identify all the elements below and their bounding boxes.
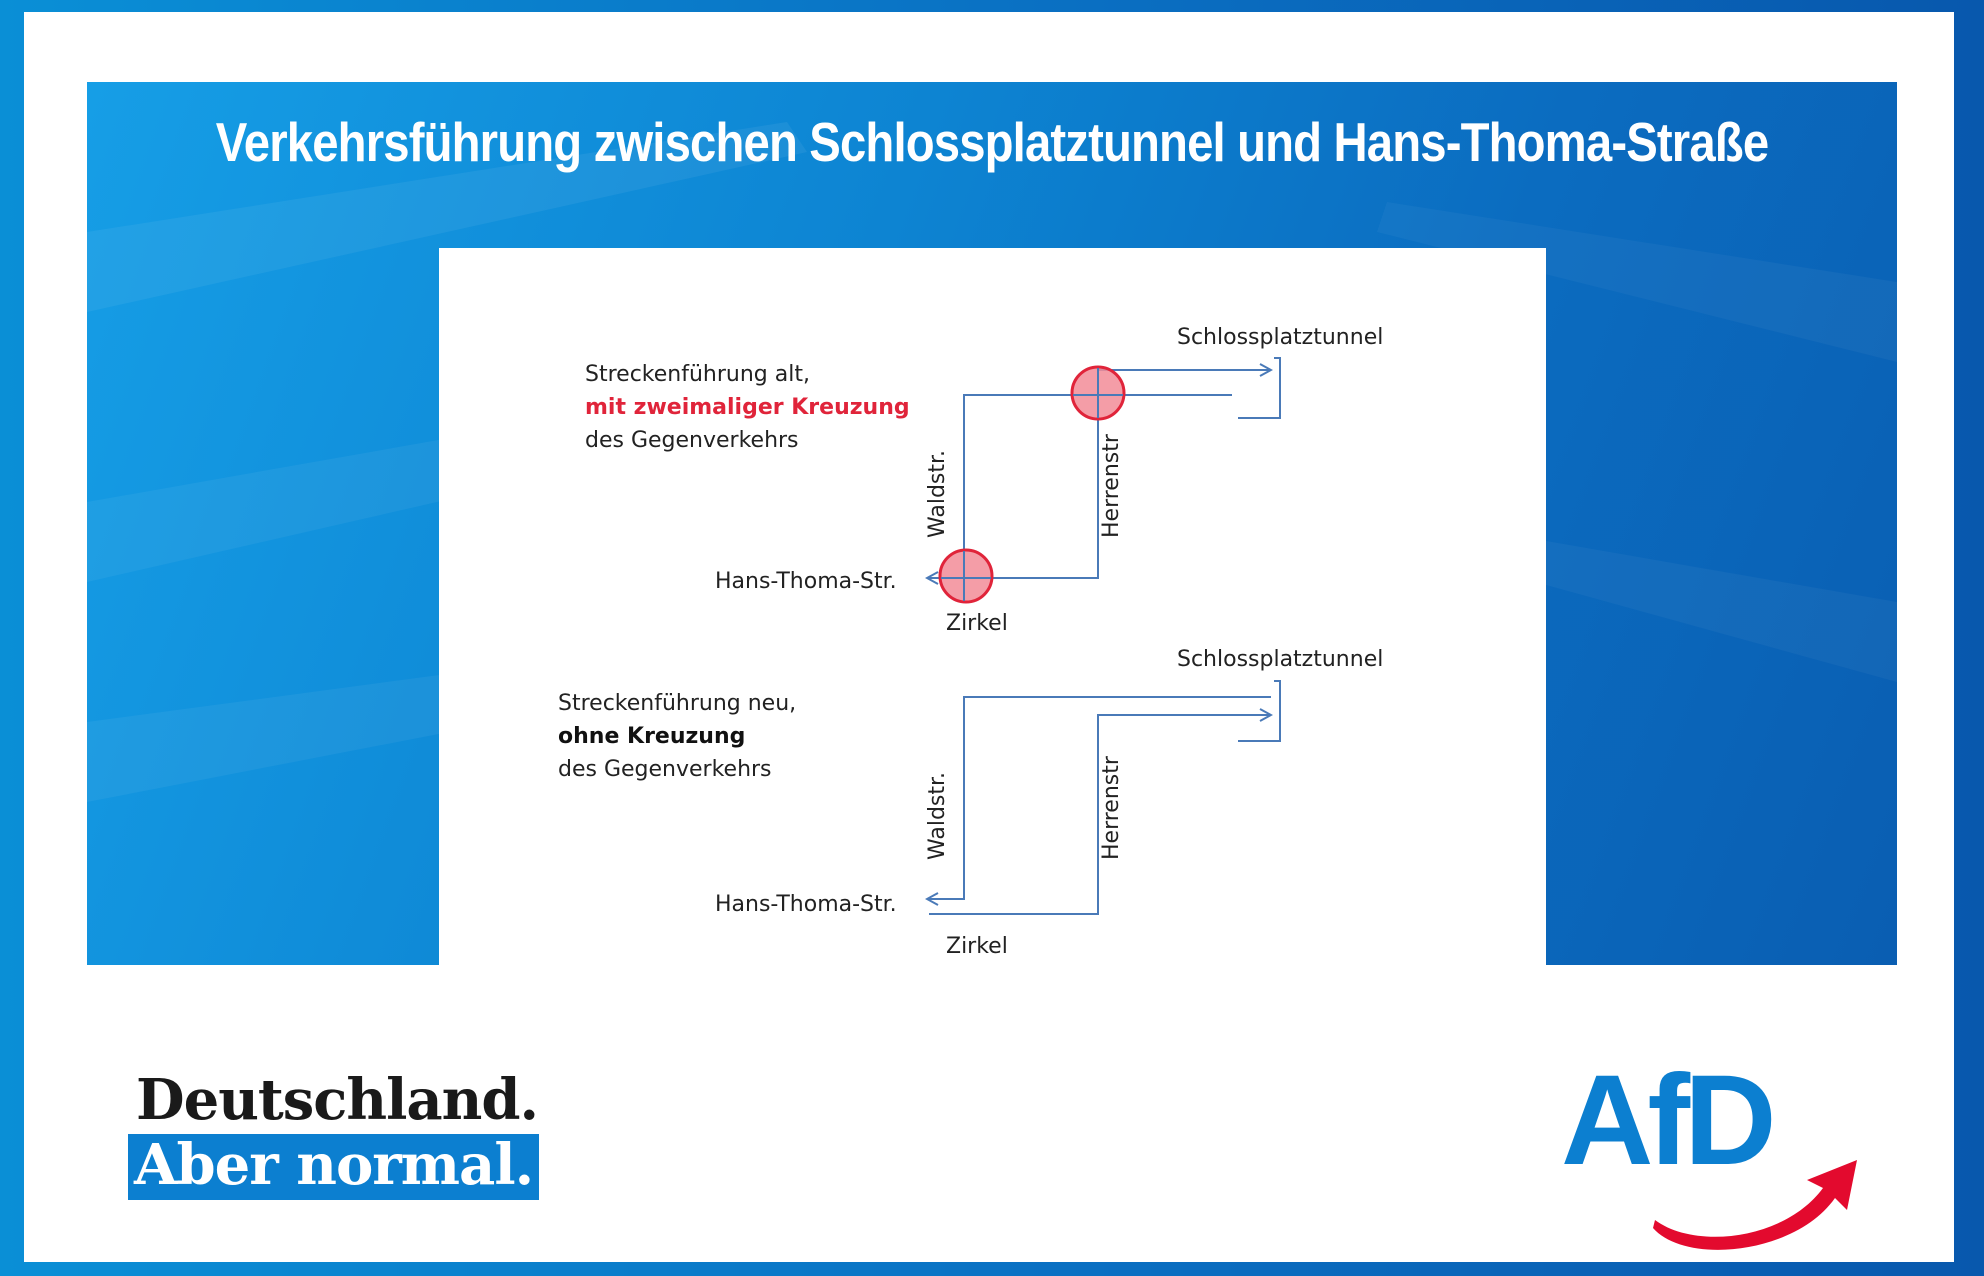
new-tunnel-label: Schlossplatztunnel (1177, 647, 1384, 672)
new-zirkel-label: Zirkel (946, 934, 1008, 959)
afd-logo (1555, 1050, 1865, 1250)
slogan-line1: Deutschland. (136, 1067, 539, 1133)
old-tunnel-label: Schlossplatztunnel (1177, 325, 1384, 350)
new-route-section (558, 647, 1383, 959)
new-waldstr-label: Waldstr. (925, 771, 950, 860)
old-tunnel-bracket (1238, 358, 1280, 418)
old-caption-line3: des Gegenverkehrs (585, 428, 799, 453)
new-tunnel-bracket (1238, 681, 1280, 741)
slogan (128, 1068, 539, 1200)
new-hans-thoma-label: Hans-Thoma-Str. (715, 892, 897, 917)
old-waldstr-label: Waldstr. (925, 449, 950, 538)
old-zirkel-label: Zirkel (946, 611, 1008, 636)
new-caption-line3: des Gegenverkehrs (558, 757, 772, 782)
route-diagram (439, 248, 1546, 976)
new-caption-line2: ohne Kreuzung (558, 724, 746, 749)
afd-logo-text: AfD (1561, 1050, 1771, 1192)
old-herrenstr-label: Herrenstr (1099, 434, 1124, 538)
old-caption-line1: Streckenführung alt, (585, 362, 810, 387)
new-caption-line1: Streckenführung neu, (558, 691, 797, 716)
old-caption-line2: mit zweimaliger Kreuzung (585, 395, 910, 420)
old-crossing-marker-bottom (940, 550, 992, 602)
slogan-line2: Aber normal. (128, 1134, 539, 1200)
old-hans-thoma-label: Hans-Thoma-Str. (715, 569, 897, 594)
page-title: Verkehrsführung zwischen Schlossplatztunnel und Hans-Thoma-Straße (215, 111, 1769, 173)
old-route-section (585, 325, 1383, 636)
new-herrenstr-label: Herrenstr (1099, 756, 1124, 860)
